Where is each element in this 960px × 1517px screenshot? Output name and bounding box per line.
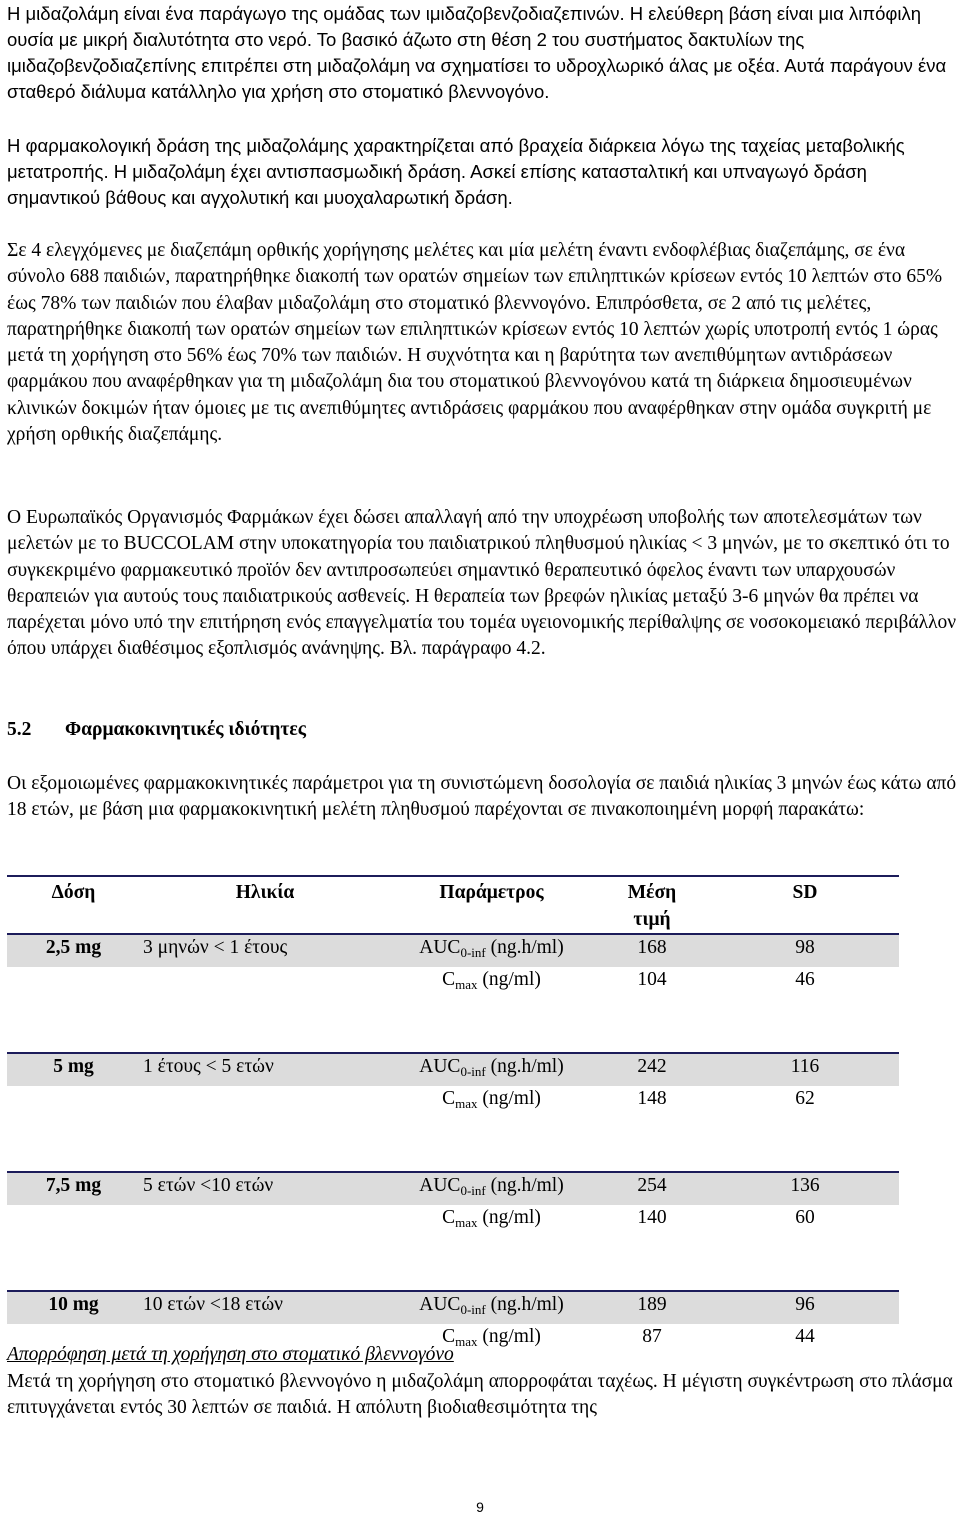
- auc-mean: 168: [593, 934, 711, 967]
- table-row: [7, 934, 899, 967]
- cmax-mean: 104: [637, 968, 667, 990]
- cmax-mean: 87: [642, 1325, 662, 1347]
- age-cell: 1 έτους < 5 ετών: [140, 1053, 390, 1086]
- table-row: [7, 1053, 899, 1086]
- cmax-sd: 60: [795, 1206, 815, 1228]
- table-row: [7, 967, 899, 999]
- table-row: [7, 1172, 899, 1205]
- cmax-mean: 140: [637, 1206, 667, 1228]
- param-cmax: $C_{max}$ (ng/ml): [442, 1325, 541, 1349]
- cmax-sd: 62: [795, 1087, 815, 1109]
- param-auc: $AUC_{0-inf}$ (ng.h/ml): [390, 934, 593, 967]
- page-number: 9: [476, 1499, 484, 1515]
- auc-sd: 98: [711, 934, 899, 967]
- header-sd: SD: [711, 876, 899, 934]
- auc-mean: 189: [593, 1291, 711, 1324]
- auc-sd: 136: [711, 1172, 899, 1205]
- header-param: Παράμετρος: [390, 876, 593, 934]
- section-title: Φαρμακοκινητικές ιδιότητες: [65, 719, 306, 740]
- dose-cell: 10 mg: [7, 1291, 140, 1324]
- dose-cell: 7,5 mg: [7, 1172, 140, 1205]
- table-row: [7, 1205, 899, 1237]
- table-row: [7, 1086, 899, 1118]
- age-cell: 3 μηνών < 1 έτους: [140, 934, 390, 967]
- auc-sd: 116: [711, 1053, 899, 1086]
- header-mean-line1: Μέση: [627, 882, 677, 903]
- auc-mean: 254: [593, 1172, 711, 1205]
- auc-sd: 96: [711, 1291, 899, 1324]
- header-mean: [593, 876, 711, 934]
- paragraph-clinical-studies: Σε 4 ελεγχόμενες με διαζεπάμη ορθικής χορήγησης μελέτες και μία μελέτη έναντι ενδοφλέβιας διαζεπάμης, σε ένα σύνολο 688 παιδιών, παρατηρήθηκε διακοπή των ορατών σημείων των επιληπτικών κρίσεων εντός 10 λεπτών στο 65% έως 78% των παιδιών που έλαβαν μιδαζολάμη στο στοματικό βλεννογόνο. Επιπρόσθετα, σε 2 από τις μελέτες, παρατηρήθηκε διακοπή των ορατών σημείων των επιληπτικών κρίσεων εντός 10 λεπτών χωρίς υποτροπή εντός 1 ώρας μετά τη χορήγηση στο 56% έως 70% των παιδιών. Η συχνότητα και η βαρύτητα των ανεπιθύμητων αντιδράσεων φαρμάκου που αναφέρθηκαν για τη μιδαζολάμη δια του στοματικού βλεννογόνου κατά τη διάρκεια δημοσιευμένων κλινικών δοκιμών ήταν όμοιες με τις ανεπιθύμητες αντιδράσεις φαρμάκου που αναφέρθηκαν στην ομάδα συγκριτή με χρήση ορθικής διαζεπάμης.: [7, 240, 943, 446]
- table-row: [7, 1291, 899, 1324]
- section-number: 5.2: [7, 719, 32, 740]
- age-cell: 10 ετών <18 ετών: [140, 1291, 390, 1324]
- table-header-row: [7, 876, 899, 934]
- paragraph-chemistry: Η μιδαζολάμη είναι ένα παράγωγο της ομάδας των ιμιδαζοβενζοδιαζεπινών. Η ελεύθερη βάση είναι μια λιπόφιλη ουσία με μικρή διαλυτότητα στο νερό. Το βασικό άζωτο στη θέση 2 του συστήματος δακτυλίων της ιμιδαζοβενζοδιαζεπίνης επιτρέπει στη μιδαζολάμη να σχηματίσει το υδροχλωρικό άλας με οξέα. Αυτά παράγουν ένα σταθερό διάλυμα κατάλληλο για χρήση στο στοματικό βλεννογόνο.: [7, 3, 947, 102]
- header-dose: Δόση: [7, 876, 140, 934]
- header-age: Ηλικία: [140, 876, 390, 934]
- cmax-sd: 44: [795, 1325, 815, 1347]
- paragraph-pk-intro: Οι εξομοιωμένες φαρμακοκινητικές παράμετροι για τη συνιστώμενη δοσολογία σε παιδιά ηλικίας 3 μηνών έως κάτω από 18 ετών, με βάση μια φαρμακοκινητική μελέτη πληθυσμού παρέχονται σε πινακοποιημένη μορφή παρακάτω:: [7, 773, 957, 821]
- paragraph-pharmacology: Η φαρμακολογική δράση της μιδαζολάμης χαρακτηρίζεται από βραχεία διάρκεια λόγω της ταχείας μεταβολικής μετατροπής. Η μιδαζολάμη έχει αντισπασμωδική δράση. Ασκεί επίσης κατασταλτική και υπναγωγό δράση σημαντικού βάθους και αγχολυτική και μυοχαλαρωτική δράση.: [7, 135, 905, 208]
- param-cmax: $C_{max}$ (ng/ml): [442, 968, 541, 992]
- cmax-mean: 148: [637, 1087, 667, 1109]
- param-auc: $AUC_{0-inf}$ (ng.h/ml): [390, 1053, 593, 1086]
- cmax-sd: 46: [795, 968, 815, 990]
- subheading-absorption: Απορρόφηση μετά τη χορήγηση στο στοματικό βλεννογόνο: [7, 1344, 454, 1365]
- paragraph-absorption: Μετά τη χορήγηση στο στοματικό βλεννογόνο η μιδαζολάμη απορροφάται ταχέως. Η μέγιστη συγκέντρωση στο πλάσμα επιτυγχάνεται εντός 30 λεπτών σε παιδιά. Η απόλυτη βιοδιαθεσιμότητα της: [7, 1371, 953, 1419]
- section-heading: [7, 717, 306, 743]
- param-auc: $AUC_{0-inf}$ (ng.h/ml): [390, 1172, 593, 1205]
- dose-cell: 2,5 mg: [7, 934, 140, 967]
- header-mean-line2: τιμή: [633, 908, 671, 930]
- param-auc: $AUC_{0-inf}$ (ng.h/ml): [390, 1291, 593, 1324]
- pk-table: [7, 875, 899, 1355]
- param-cmax: $C_{max}$ (ng/ml): [442, 1206, 541, 1230]
- auc-mean: 242: [593, 1053, 711, 1086]
- dose-cell: 5 mg: [7, 1053, 140, 1086]
- param-cmax: $C_{max}$ (ng/ml): [442, 1087, 541, 1111]
- paragraph-ema-waiver: Ο Ευρωπαϊκός Οργανισμός Φαρμάκων έχει δώσει απαλλαγή από την υποχρέωση υποβολής των αποτελεσμάτων των μελετών με το BUCCOLAM στην υποκατηγορία του παιδιατρικού πληθυσμού ηλικίας < 3 μηνών, με το σκεπτικό ότι το συγκεκριμένο φαρμακευτικό προϊόν δεν αντιπροσωπεύει σημαντικό θεραπευτικό όφελος έναντι των υπαρχουσών θεραπειών για αυτούς τους παιδιατρικούς ασθενείς. Η θεραπεία των βρεφών ηλικίας μεταξύ 3-6 μηνών θα πρέπει να παρέχεται μόνο υπό την επιτήρηση ενός επαγγελματία του τομέα υγειονομικής περίθαλψης σε νοσοκομειακό περιβάλλον όπου υπάρχει διαθέσιμος εξοπλισμός ανάνηψης. Βλ. παράγραφο 4.2.: [7, 507, 957, 660]
- age-cell: 5 ετών <10 ετών: [140, 1172, 390, 1205]
